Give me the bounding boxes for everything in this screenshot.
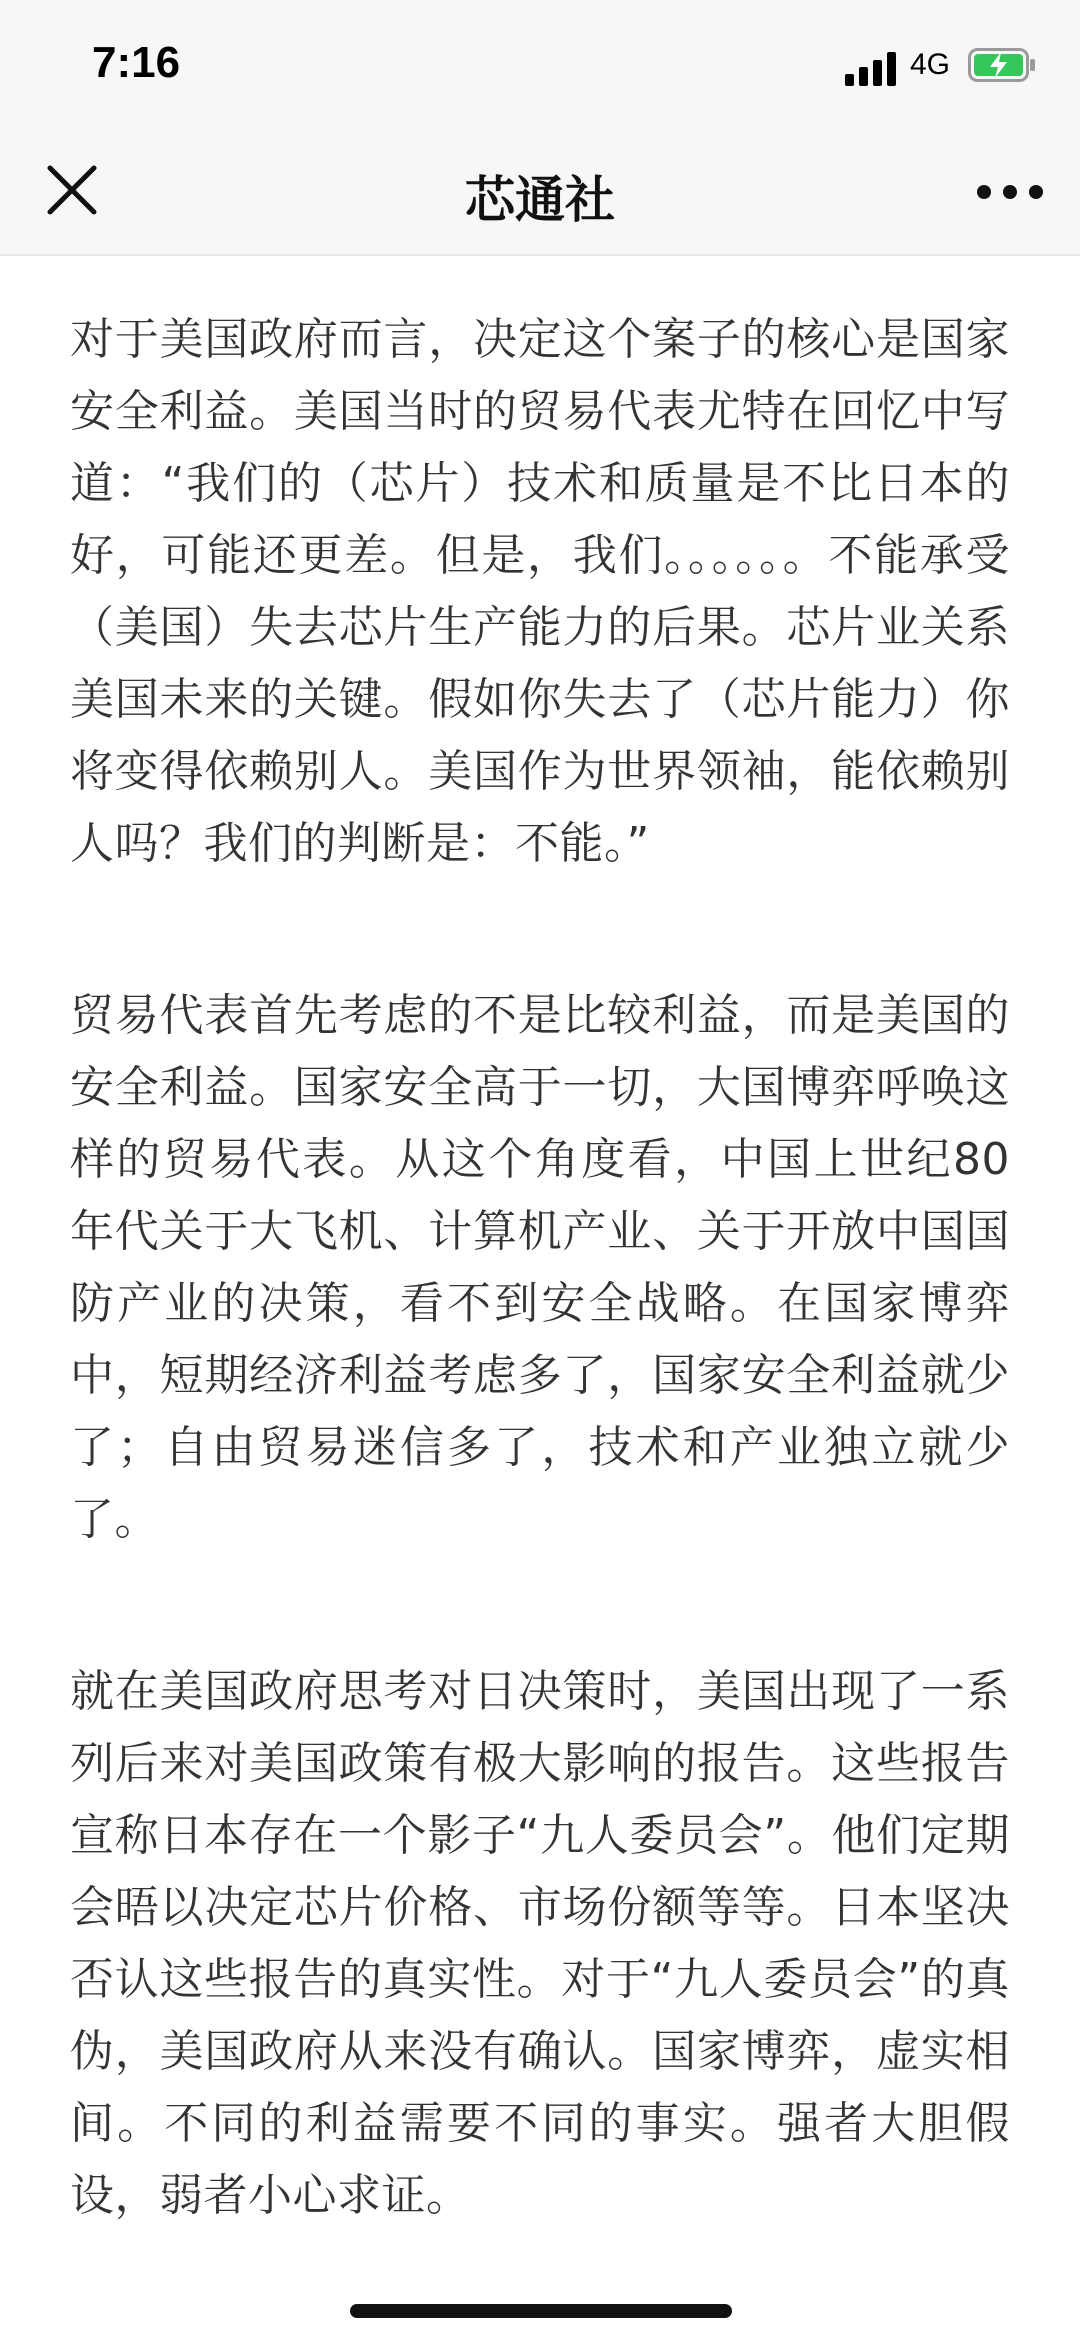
article-paragraph: 对于美国政府而言，决定这个案子的核心是国家安全利益。美国当时的贸易代表尤特在回忆中写道：“我们的（芯片）技术和质量是不比日本的好，可能还更差。但是，我们。。。。。。不能承受（美国）失去芯片生产能力的后果。芯片业关系美国未来的关键。假如你失去了（芯片能力）你将变得依赖别人。美国作为世界领袖，能依赖别人吗？我们的判断是：不能。” [70, 314, 1010, 869]
article-paragraph: 就在美国政府思考对日决策时，美国出现了一系列后来对美国政策有极大影响的报告。这些报告宣称日本存在一个影子“九人委员会”。他们定期会晤以决定芯片价格、市场份额等等。日本坚决否认这些报告的真实性。对于“九人委员会”的真伪，美国政府从来没有确认。国家博弈，虚实相间。不同的利益需要不同的事实。强者大胆假设，弱者小心求证。 [70, 1666, 1010, 2221]
battery-charging-icon [968, 48, 1036, 82]
signal-icon [845, 52, 897, 86]
home-indicator[interactable] [350, 2304, 732, 2318]
status-bar [0, 0, 1080, 130]
page-title: 芯通社 [465, 171, 615, 229]
article-paragraph: 贸易代表首先考虑的不是比较利益，而是美国的安全利益。国家安全高于一切，大国博弈呼唤这样的贸易代表。从这个角度看，中国上世纪80年代关于大飞机、计算机产业、关于开放中国国防产业的决策，看不到安全战略。在国家博弈中，短期经济利益考虑多了，国家安全利益就少了；自由贸易迷信多了，技术和产业独立就少了。 [70, 990, 1010, 1545]
more-dots-icon[interactable] [974, 180, 1046, 204]
status-time: 7:16 [92, 38, 181, 87]
nav-bar [0, 130, 1080, 256]
network-type: 4G [910, 48, 951, 81]
article-body [70, 304, 1010, 2332]
